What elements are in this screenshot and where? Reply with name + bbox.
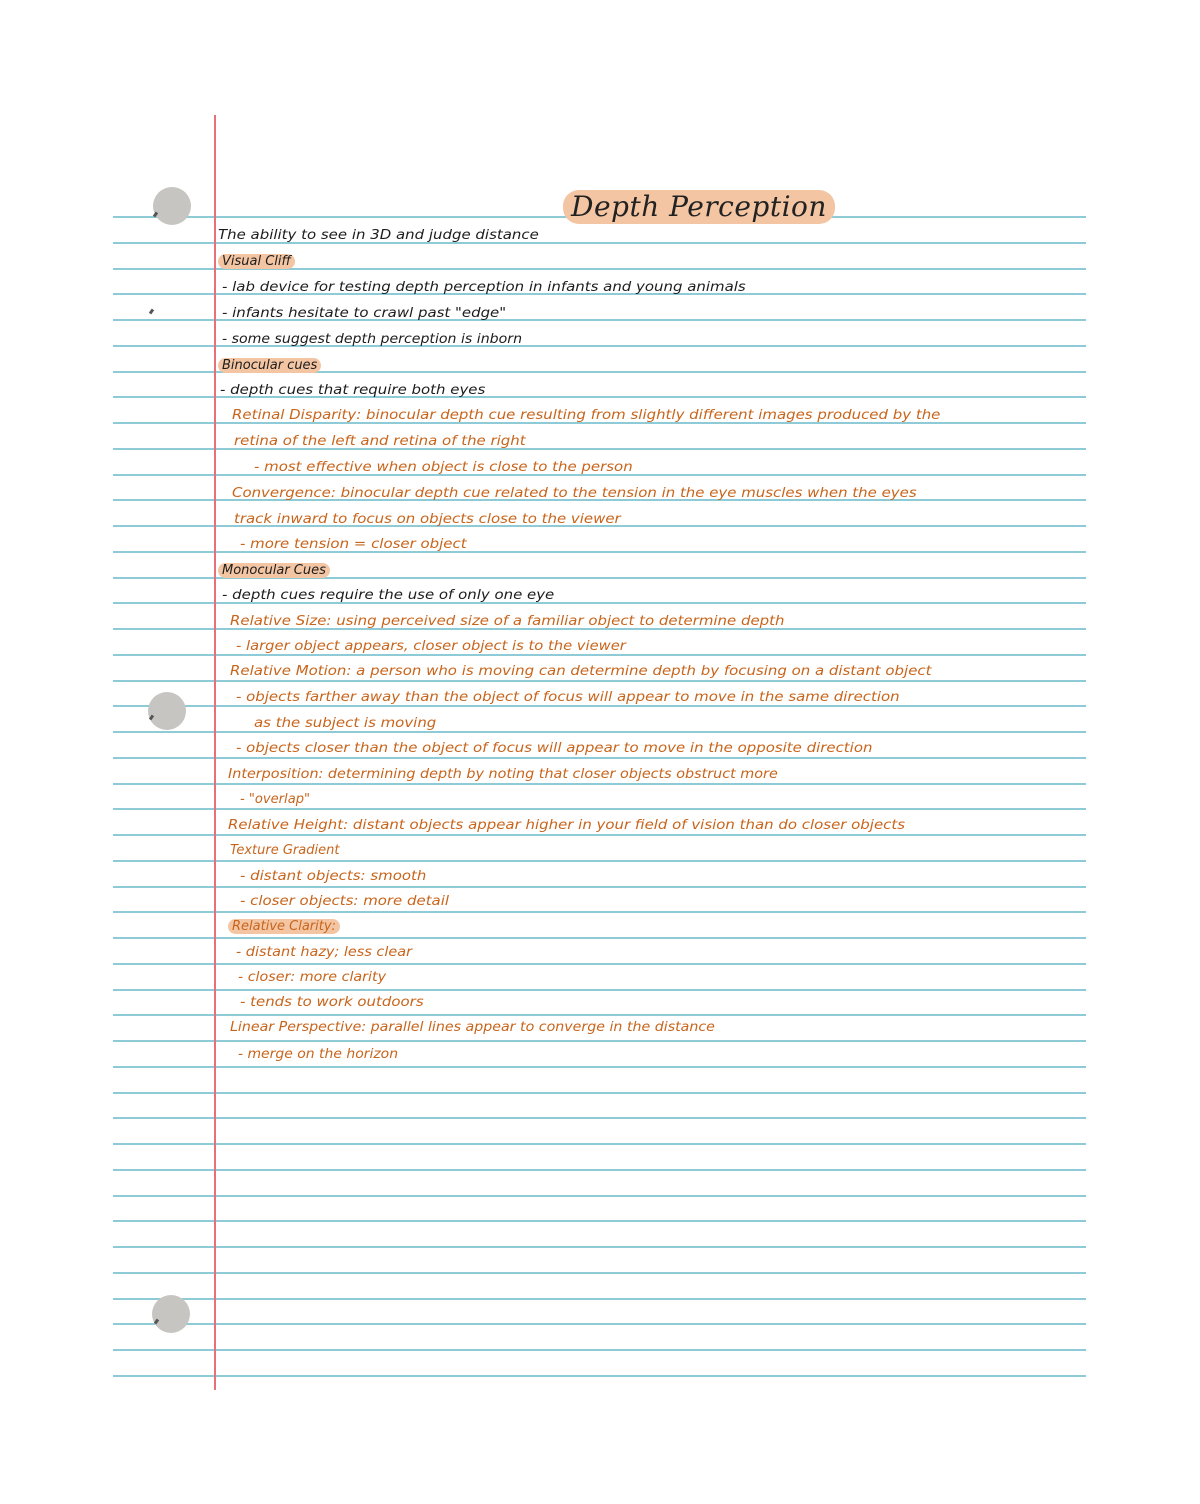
note-text: Relative Motion: a person who is moving can determine depth by focusing on a distant object (230, 664, 932, 679)
note-text: Retinal Disparity: binocular depth cue resulting from slightly different images produced by the (232, 408, 941, 423)
highlighted-heading: Visual Cliff (218, 254, 295, 269)
binder-hole-top (153, 187, 191, 225)
note-text: - more tension = closer object (240, 537, 467, 552)
note-text: Texture Gradient (230, 843, 340, 858)
note-text: - objects closer than the object of focus will appear to move in the opposite direction (236, 741, 873, 756)
ruled-line (113, 1349, 1086, 1351)
note-line (240, 993, 424, 1013)
note-text: - depth cues require the use of only one eye (222, 588, 555, 603)
ruled-line (113, 1040, 1086, 1042)
note-line (230, 841, 339, 861)
note-text: Relative Size: using perceived size of a familiar object to determine depth (230, 614, 785, 629)
note-line (218, 561, 330, 581)
note-text: track inward to focus on objects close to the viewer (234, 512, 621, 527)
note-line (254, 714, 436, 734)
note-line (236, 688, 900, 708)
page-title: Depth Perception (563, 190, 835, 224)
note-text: - distant objects: smooth (240, 869, 427, 884)
ruled-line (113, 1220, 1086, 1222)
note-text: Relative Height: distant objects appear higher in your field of vision than do closer objects (228, 818, 906, 833)
ruled-line (113, 1169, 1086, 1171)
note-line (240, 892, 449, 912)
ruled-line (113, 1246, 1086, 1248)
ruled-line (113, 1014, 1086, 1016)
note-text: Convergence: binocular depth cue related to the tension in the eye muscles when the eyes (232, 486, 917, 501)
note-line (228, 765, 778, 785)
margin-line (214, 115, 216, 1390)
note-text: - most effective when object is close to the person (254, 460, 633, 475)
ruled-line (113, 1117, 1086, 1119)
note-line (240, 535, 467, 555)
note-line (230, 612, 784, 632)
margin-note (160, 1004, 199, 1012)
note-line (230, 662, 931, 682)
note-line (220, 381, 485, 401)
binder-hole-bottom (152, 1295, 190, 1333)
note-line (222, 278, 746, 298)
ruled-line (113, 1066, 1086, 1068)
note-line (254, 458, 633, 478)
note-line (218, 226, 539, 246)
ruled-line (113, 1272, 1086, 1274)
note-text: The ability to see in 3D and judge distance (218, 228, 539, 243)
note-line (236, 739, 872, 759)
ruled-line (113, 989, 1086, 991)
note-line (236, 637, 626, 657)
note-line (240, 867, 426, 887)
note-text: - distant hazy; less clear (236, 945, 413, 960)
note-line (218, 356, 321, 376)
note-text: - some suggest depth perception is inborn (222, 332, 523, 347)
note-line (238, 1045, 398, 1065)
note-line (228, 917, 340, 937)
note-line (222, 330, 522, 350)
note-line (230, 1018, 715, 1038)
ruled-line (113, 1195, 1086, 1197)
note-line (222, 304, 506, 324)
note-line (236, 943, 412, 963)
note-line (228, 816, 905, 836)
note-line (234, 432, 526, 452)
note-line (238, 968, 386, 988)
note-text: retina of the left and retina of the right (234, 434, 526, 449)
note-line (218, 252, 295, 272)
note-text: Linear Perspective: parallel lines appear to converge in the distance (230, 1020, 715, 1035)
note-line (240, 790, 310, 810)
ruled-line (113, 1298, 1086, 1300)
pen-mark (149, 309, 154, 315)
ruled-line (113, 963, 1086, 965)
note-text: - closer: more clarity (238, 970, 387, 985)
note-text: as the subject is moving (254, 716, 437, 731)
note-text: - lab device for testing depth perception in infants and young animals (222, 280, 746, 295)
note-text: - objects farther away than the object of focus will appear to move in the same direction (236, 690, 900, 705)
note-text: - depth cues that require both eyes (220, 383, 486, 398)
note-text: - closer objects: more detail (240, 894, 450, 909)
note-text: - larger object appears, closer object is to the viewer (236, 639, 626, 654)
note-text: - "overlap" (240, 792, 311, 807)
ruled-line (113, 937, 1086, 939)
note-line (234, 510, 621, 530)
ruled-line (113, 1143, 1086, 1145)
ruled-line (113, 1092, 1086, 1094)
note-line (232, 484, 917, 504)
ruled-line (113, 1375, 1086, 1377)
highlighted-heading: Binocular cues (218, 358, 321, 373)
highlighted-heading: Relative Clarity: (228, 919, 340, 934)
highlighted-heading: Monocular Cues (218, 563, 330, 578)
note-text: - infants hesitate to crawl past "edge" (222, 306, 507, 321)
ruled-line (113, 1323, 1086, 1325)
note-line (232, 406, 940, 426)
binder-hole-middle (148, 692, 186, 730)
note-line (222, 586, 554, 606)
note-text: - merge on the horizon (238, 1047, 399, 1062)
note-text: - tends to work outdoors (240, 995, 424, 1010)
note-text: Interposition: determining depth by noting that closer objects obstruct more (228, 767, 778, 782)
